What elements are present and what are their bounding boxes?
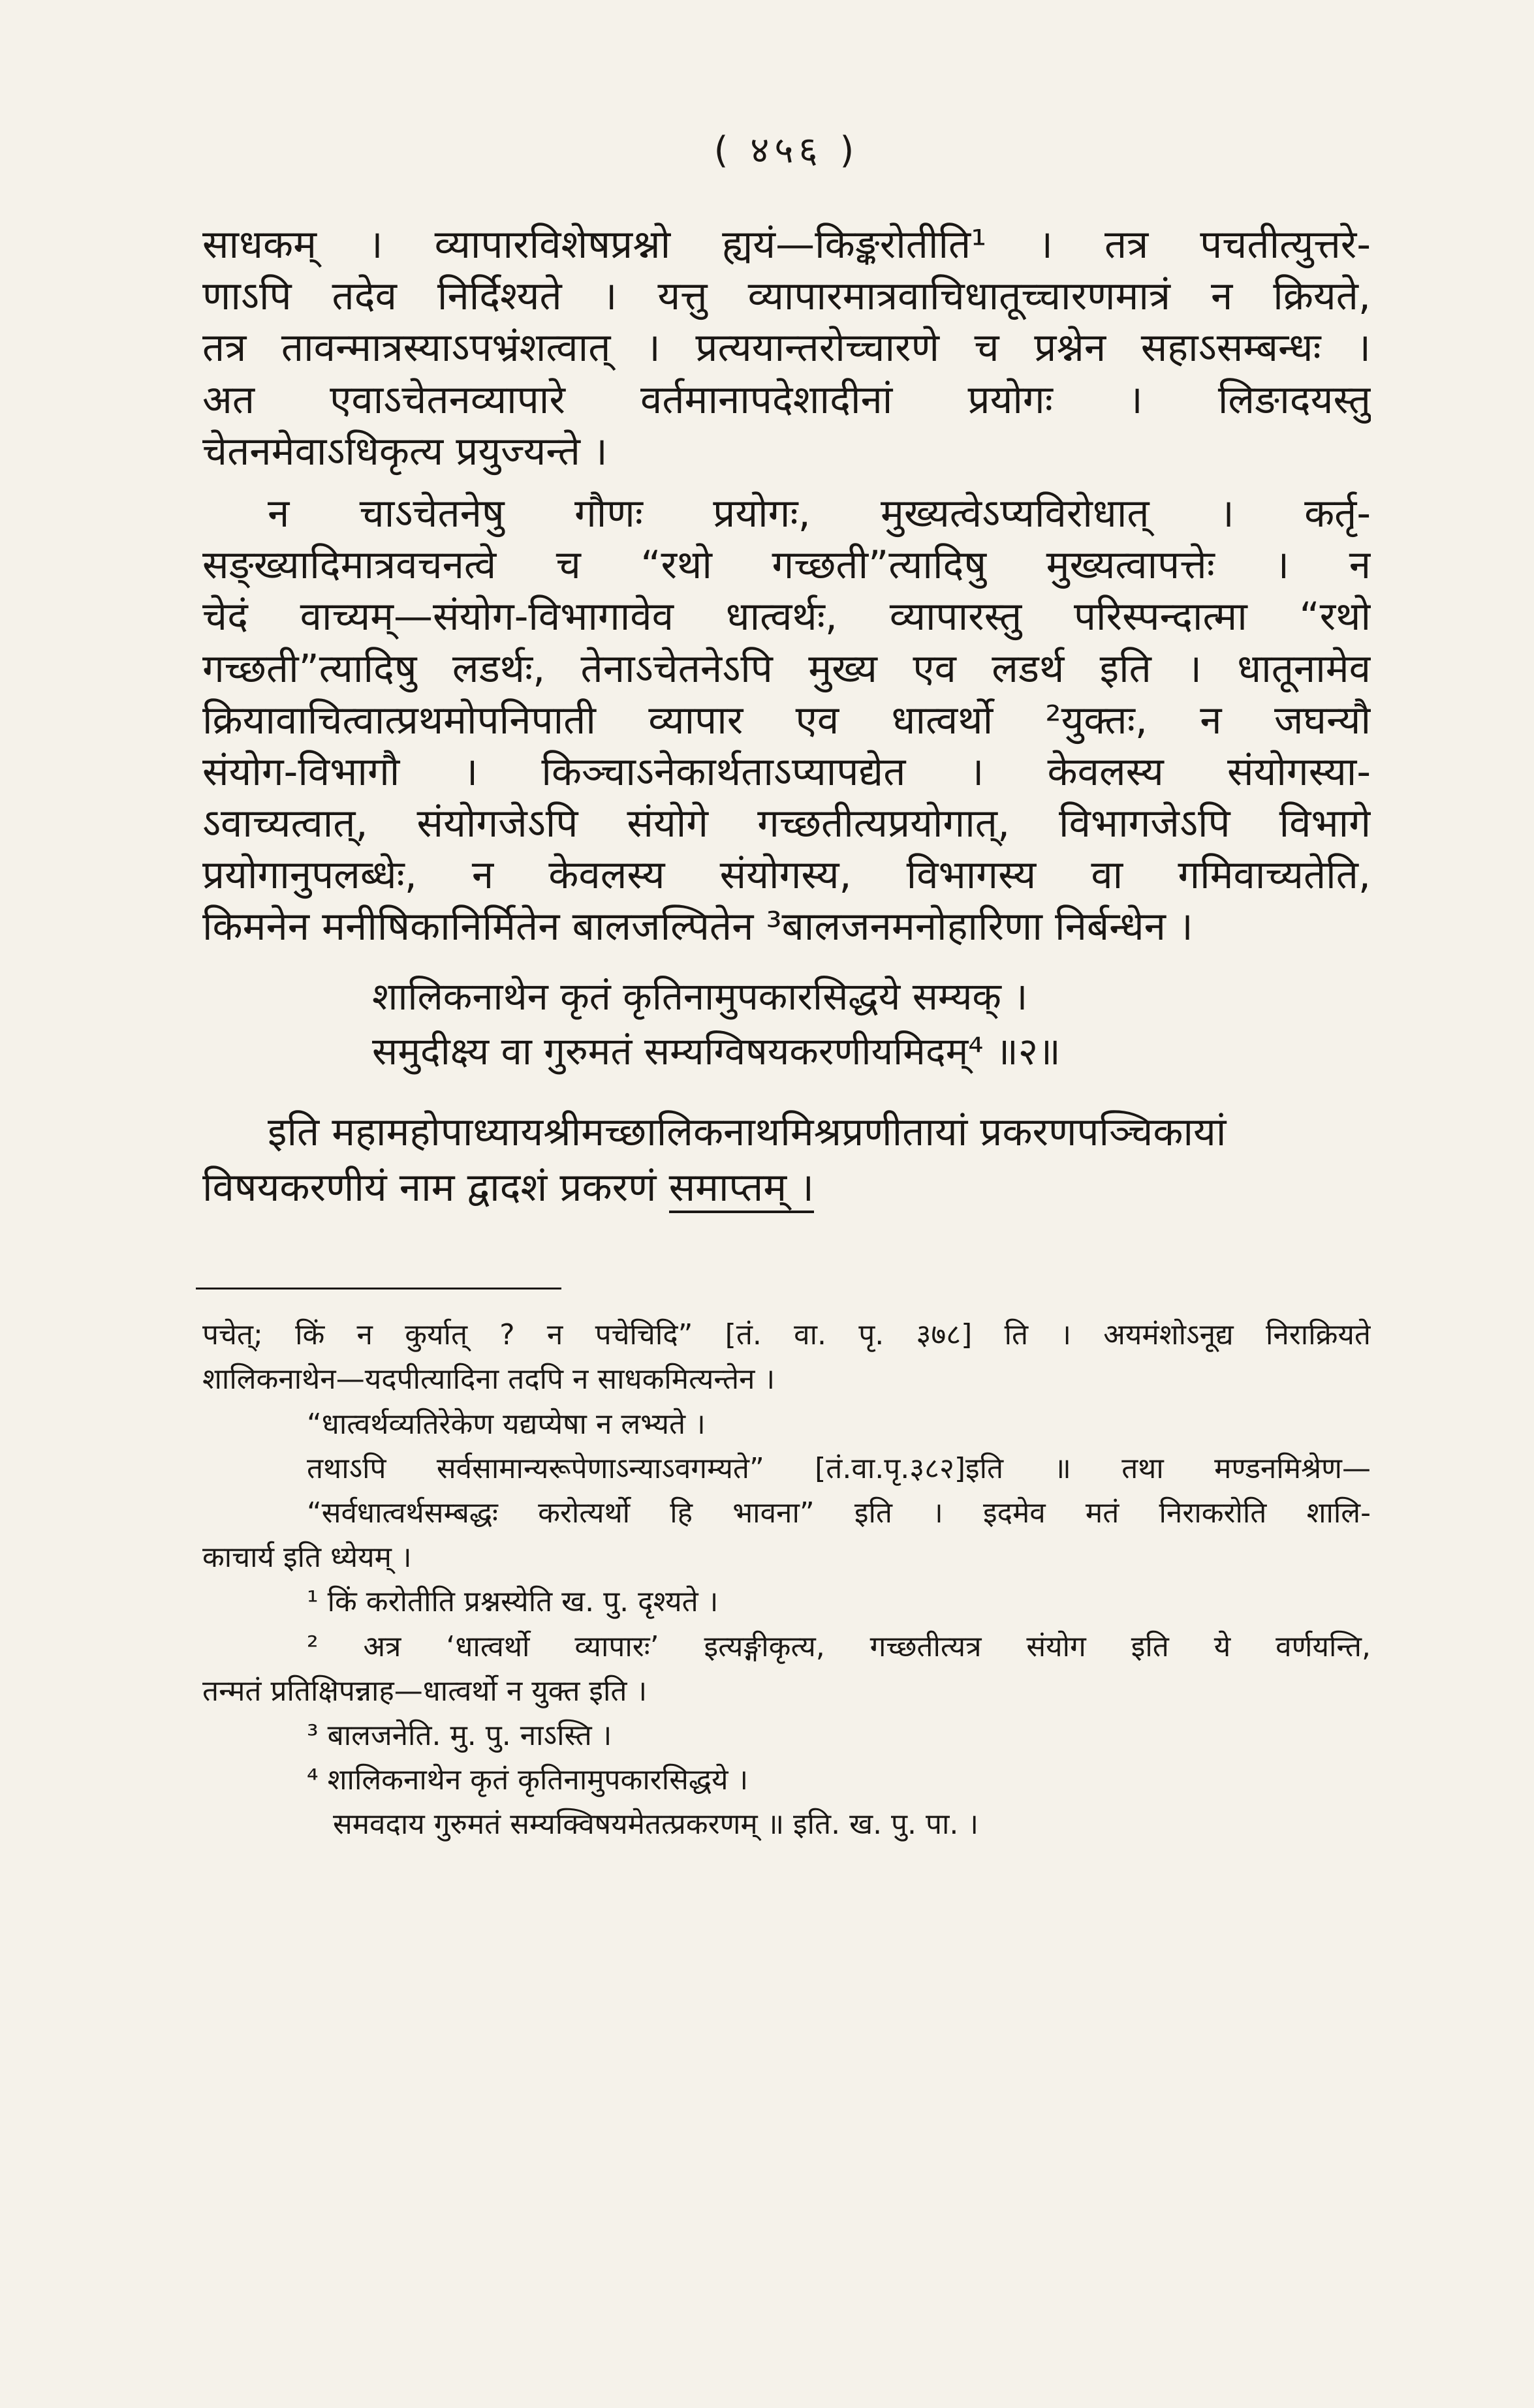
colophon-end: समाप्तम् । [669, 1165, 814, 1213]
text-line: चेदं वाच्यम्—संयोग-विभागावेव धात्वर्थः, व्यापारस्तु परिस्पन्दात्मा “रथो [202, 594, 1371, 640]
page-number: ( ४५६ ) [713, 129, 860, 172]
text-line: प्रयोगानुपलब्धेः, न केवलस्य संयोगस्य, विभागस्य वा गमिवाच्यतेति, [202, 852, 1371, 899]
text-line: गच्छती”त्यादिषु लडर्थः, तेनाऽचेतनेऽपि मुख्य एव लडर्थ इति । धातूनामेव [202, 645, 1371, 692]
text-line: किमनेन मनीषिकानिर्मितेन बालजल्पितेन ³बालजनमनोहारिणा निर्बन्धेन । [202, 904, 1193, 950]
paragraph-2 [202, 488, 1371, 953]
text-line: तत्र तावन्मात्रस्याऽपभ्रंशत्वात् । प्रत्ययान्तरोच्चारणे च प्रश्नेन सहाऽसम्बन्धः । [202, 325, 1371, 371]
text-line: अत एवाऽचेतनव्यापारे वर्तमानापदेशादीनां प्रयोगः । लिङादयस्तु [202, 377, 1371, 423]
footnote-line: तथाऽपि सर्वसामान्यरूपेणाऽन्याऽवगम्यते” [तं.वा.पृ.३८२]इति ॥ तथा मण्डनमिश्रेण— [307, 1451, 1371, 1485]
text-line: साधकम् । व्यापारविशेषप्रश्नो ह्ययं—किङ्करोतीति¹ । तत्र पचतीत्युत्तरे- [202, 222, 1371, 268]
footnote-line: ⁴ शालिकनाथेन कृतं कृतिनामुपकारसिद्धये । [307, 1763, 749, 1797]
footnote-line: पचेत्; किं न कुर्यात् ? न पचेचिदि” [तं. वा. पृ. ३७८] ति । अयमंशोऽनूद्य निराक्रियते [202, 1318, 1371, 1352]
footnote-line: ¹ किं करोतीति प्रश्नस्येति ख. पु. दृश्यते । [307, 1585, 719, 1619]
footnote-line: “सर्वधात्वर्थसम्बद्धः करोत्यर्थो हि भावना” इति । इदमेव मतं निराकरोति शालि- [307, 1496, 1371, 1530]
text-line: सङ्ख्यादिमात्रवचनत्वे च “रथो गच्छती”त्यादिषु मुख्यत्वापत्तेः । न [202, 542, 1371, 589]
text-line: ऽवाच्यत्वात्, संयोगजेऽपि संयोगे गच्छतीत्यप्रयोगात्, विभागजेऽपि विभागे [202, 801, 1371, 847]
footnotes [202, 1313, 1371, 1847]
text-line: संयोग-विभागौ । किञ्चाऽनेकार्थताऽप्यापद्येत । केवलस्य संयोगस्या- [202, 749, 1371, 795]
footnote-line: तन्मतं प्रतिक्षिपन्नाह—धात्वर्थो न युक्त इति । [202, 1674, 648, 1708]
text-line: न चाऽचेतनेषु गौणः प्रयोगः, मुख्यत्वेऽप्यविरोधात् । कर्तृ- [268, 490, 1371, 536]
verse [372, 969, 1371, 1079]
verse-line: शालिकनाथेन कृतं कृतिनामुपकारसिद्धये सम्यक् । [372, 974, 1028, 1019]
footnote-line: समवदाय गुरुमतं सम्यक्विषयमेतत्प्रकरणम् ॥ इति. ख. पु. पा. । [333, 1808, 979, 1842]
footnote-line: शालिकनाथेन—यदपीत्यादिना तदपि न साधकमित्यन्तेन । [202, 1363, 775, 1397]
footnote-divider [196, 1288, 561, 1289]
paragraph-1 [202, 219, 1371, 478]
colophon [202, 1105, 1371, 1216]
colophon-line: इति महामहोपाध्यायश्रीमच्छालिकनाथमिश्रप्रणीतायां प्रकरणपञ्चिकायां [268, 1109, 1227, 1155]
footnote-line: ² अत्र ‘धात्वर्थो व्यापारः’ इत्यङ्गीकृत्य, गच्छतीत्यत्र संयोग इति ये वर्णयन्ति, [307, 1629, 1371, 1663]
verse-line: समुदीक्ष्य वा गुरुमतं सम्यग्विषयकरणीयमिदम्⁴ ॥२॥ [372, 1028, 1061, 1073]
footnote-line: “धात्वर्थव्यतिरेकेण यद्यप्येषा न लभ्यते । [307, 1407, 706, 1441]
text-line: चेतनमेवाऽधिकृत्य प्रयुज्यन्ते । [202, 428, 608, 474]
book-page [0, 124, 1534, 2408]
text-line: क्रियावाचित्वात्प्रथमोपनिपाती व्यापार एव धात्वर्थो ²युक्तः, न जघन्यौ [202, 697, 1371, 743]
text-line: णाऽपि तदेव निर्दिश्यते । यत्तु व्यापारमात्रवाचिधातूच्चारणमात्रं न क्रियते, [202, 273, 1371, 320]
footnote-line: ³ बालजनेति. मु. पु. नाऽस्ति । [307, 1718, 612, 1752]
footnote-line: काचार्य इति ध्येयम् । [202, 1541, 412, 1575]
main-text [202, 219, 1371, 953]
colophon-text: विषयकरणीयं नाम द्वादशं प्रकरणं [202, 1165, 669, 1211]
colophon-line [202, 1160, 1371, 1216]
